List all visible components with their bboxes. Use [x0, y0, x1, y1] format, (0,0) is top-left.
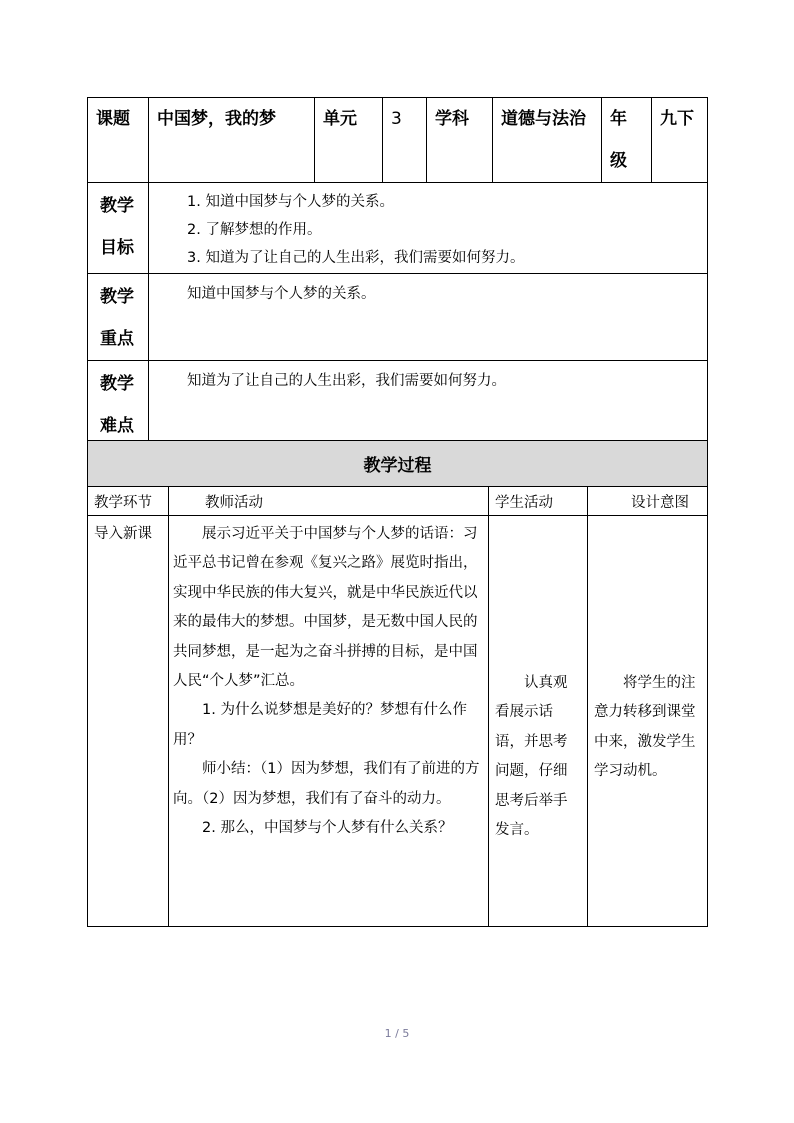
student-activity-cell — [489, 516, 588, 927]
goals-content-cell — [149, 183, 708, 274]
subject-label: 学科 — [435, 109, 469, 129]
column-header-stage: 教学环节 — [88, 487, 169, 516]
goal-item: 2. 了解梦想的作用。 — [187, 222, 322, 238]
teaching-process-table — [87, 440, 708, 927]
subject-value: 道德与法治 — [501, 109, 586, 129]
difficulties-content-cell — [149, 361, 708, 448]
stage-text: 导入新课 — [94, 526, 152, 542]
key-points-label-2: 重点 — [100, 329, 134, 349]
teacher-paragraph: 2. 那么，中国梦与个人梦有什么关系？ — [202, 820, 453, 837]
unit-label: 单元 — [323, 109, 357, 129]
unit-label-cell — [315, 98, 383, 183]
subject-label-cell — [427, 98, 493, 183]
column-header-student: 学生活动 — [489, 487, 588, 516]
goals-label-cell — [88, 183, 149, 274]
goal-item: 3. 知道为了让自己的人生出彩，我们需要如何努力。 — [187, 250, 525, 266]
subject-value-cell — [493, 98, 602, 183]
unit-value: 3 — [391, 109, 402, 129]
goals-label-1: 教学 — [100, 196, 134, 216]
student-activity-text: 认真观看展示话语，并思考问题，仔细思考后举手发言。 — [495, 675, 568, 839]
grade-value: 九下 — [660, 109, 694, 129]
table-row — [88, 516, 708, 927]
page-number: 1 / 5 — [384, 1027, 410, 1040]
key-points-content-cell — [149, 274, 708, 361]
goals-row — [88, 183, 708, 274]
design-intent-text: 将学生的注意力转移到课堂中来，激发学生学习动机。 — [594, 675, 696, 780]
difficulties-row — [88, 361, 708, 448]
process-header-row — [88, 487, 708, 516]
process-title: 教学过程 — [88, 441, 708, 487]
goal-item: 1. 知道中国梦与个人梦的关系。 — [187, 194, 394, 210]
design-intent-cell — [588, 516, 708, 927]
goals-label-2: 目标 — [100, 238, 134, 258]
process-title-row — [88, 441, 708, 487]
key-points-label-cell — [88, 274, 149, 361]
teacher-paragraph: 1. 为什么说梦想是美好的？梦想有什么作用？ — [173, 702, 467, 748]
key-points-text: 知道中国梦与个人梦的关系。 — [187, 286, 376, 302]
topic-value: 中国梦，我的梦 — [157, 109, 276, 129]
header-row — [88, 98, 708, 183]
column-header-teacher: 教师活动 — [169, 487, 489, 516]
teacher-activity-cell — [169, 516, 489, 927]
topic-label-cell — [88, 98, 149, 183]
grade-label-cell — [602, 98, 652, 183]
key-points-label-1: 教学 — [100, 287, 134, 307]
lesson-info-table — [87, 97, 708, 448]
teacher-paragraph: 展示习近平关于中国梦与个人梦的话语：习近平总书记曾在参观《复兴之路》展览时指出，实现中华民族的伟大复兴，就是中华民族近代以来的最伟大的梦想。中国梦，是无数中国人民的共同梦想，是一起为之奋斗拼搏的目标，是中国人民“个人梦”汇总。 — [173, 526, 478, 690]
key-points-row — [88, 274, 708, 361]
grade-label-2: 级 — [610, 151, 627, 171]
grade-label-1: 年 — [610, 109, 627, 129]
difficulties-label-1: 教学 — [100, 374, 134, 394]
stage-cell — [88, 516, 169, 927]
column-header-design: 设计意图 — [588, 487, 708, 516]
difficulties-text: 知道为了让自己的人生出彩，我们需要如何努力。 — [187, 373, 506, 389]
topic-label: 课题 — [96, 109, 130, 129]
teacher-paragraph: 师小结：（1）因为梦想，我们有了前进的方向。（2）因为梦想，我们有了奋斗的动力。 — [173, 761, 480, 807]
difficulties-label-cell — [88, 361, 149, 448]
grade-value-cell — [652, 98, 708, 183]
difficulties-label-2: 难点 — [100, 416, 134, 436]
topic-value-cell — [149, 98, 315, 183]
unit-value-cell — [383, 98, 427, 183]
